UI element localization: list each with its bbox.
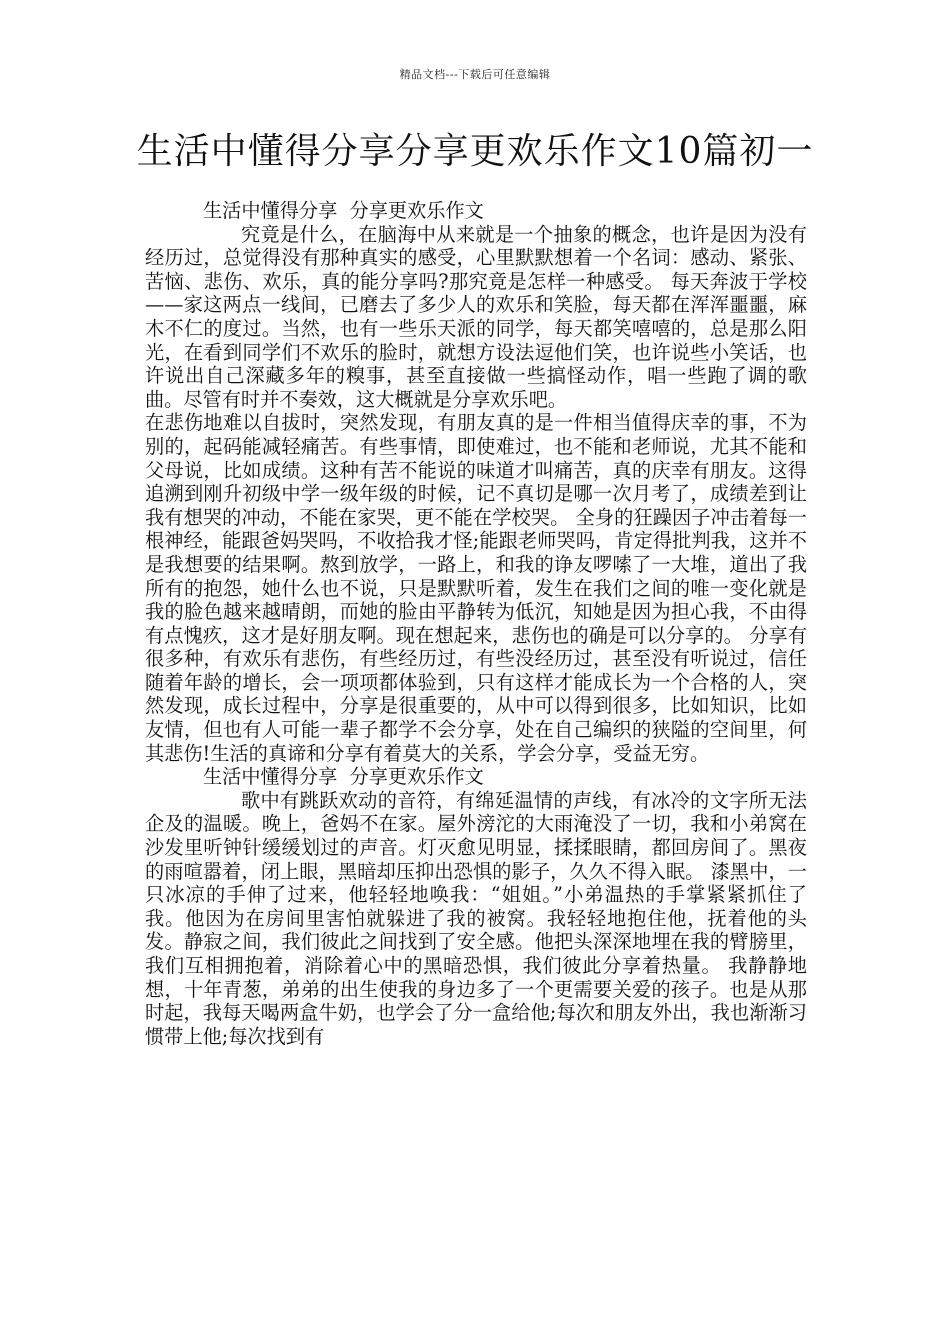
document-title: 生活中懂得分享分享更欢乐作文10篇初一 [136,131,814,172]
paragraph: 在悲伤地难以自拔时，突然发现，有朋友真的是一件相当值得庆幸的事，不为别的，起码能减轻痛苦。有些事情，即使难过，也不能和老师说，尤其不能和父母说，比如成绩。这种有苦不能说的味道才叫痛苦，真的庆幸有朋友。这得追溯到刚升初级中学一级年级的时候，记不真切是哪一次月考了，成绩差到让我有想哭的冲动，不能在家哭，更不能在学校哭。 全身的狂躁因子冲击着每一根神经，能跟爸妈哭吗，不收拾我才怪;能跟老师哭吗，肯定得批判我，这并不是我想要的结果啊。熬到放学，一路上，和我的诤友啰嗦了一大堆，道出了我所有的抱怨，她什么也不说，只是默默听着，发生在我们之间的唯一变化就是我的脸色越来越晴朗，而她的脸由平静转为低沉，知她是因为担心我，不由得有点愧疚，这才是好朋友啊。现在想起来，悲伤也的确是可以分享的。 分享有很多种，有欢乐有悲伤，有些经历过，有些没经历过，甚至没有听说过，信任随着年龄的增长，会一项项都体验到，只有这样才能成长为一个合格的人，突然发现，成长过程中，分享是很重要的，从中可以得到很多，比如知识，比如友情，但也有人可能一辈子都学不会分享，处在自己编织的狭隘的空间里，何其悲伤!生活的真谛和分享有着莫大的关系，学会分享，受益无穷。 [145,411,807,765]
section-subheading: 生活中懂得分享 分享更欢乐作文 [203,199,484,222]
document-body [145,199,807,1048]
document-header: 精品文档---下载后可任意编辑 [399,68,551,81]
section-subheading: 生活中懂得分享 分享更欢乐作文 [203,765,484,789]
paragraph: 歌中有跳跃欢动的音符，有绵延温情的声线，有冰冷的文字所无法企及的温暖。晚上，爸妈不在家。屋外滂沱的大雨淹没了一切，我和小弟窝在沙发里听钟针缓缓划过的声音。灯灭愈见明显，揉揉眼睛，都回房间了。黑夜的雨喧嚣着，闭上眼，黑暗却压抑出恐惧的影子，久久不得入眠。 漆黑中，一只冰凉的手伸了过来，他轻轻地唤我：“姐姐。”小弟温热的手掌紧紧抓住了我。他因为在房间里害怕就躲进了我的被窝。我轻轻地抱住他，抚着他的头发。静寂之间，我们彼此之间找到了安全感。他把头深深地埋在我的臂膀里，我们互相拥抱着，消除着心中的黑暗恐惧，我们彼此分享着热量。 我静静地想，十年青葱，弟弟的出生使我的身边多了一个更需要关爱的孩子。也是从那时起，我每天喝两盒牛奶，也学会了分一盒给他;每次和朋友外出，我也渐渐习惯带上他;每次找到有 [145,788,807,1048]
paragraph: 究竟是什么，在脑海中从来就是一个抽象的概念，也许是因为没有经历过，总觉得没有那种真实的感受，心里默默想着一个名词：感动、紧张、苦恼、悲伤、欢乐，真的能分享吗?那究竟是怎样一种感受。 每天奔波于学校——家这两点一线间，已磨去了多少人的欢乐和笑脸，每天都在浑浑噩噩，麻木不仁的度过。当然，也有一些乐天派的同学，每天都笑嘻嘻的，总是那么阳光，在看到同学们不欢乐的脸时，就想方设法逗他们笑，也许说些小笑话，也许说出自己深藏多年的糗事，甚至直接做一些搞怪动作，唱一些跑了调的歌曲。尽管有时并不奏效，这大概就是分享欢乐吧。 [145,222,807,411]
